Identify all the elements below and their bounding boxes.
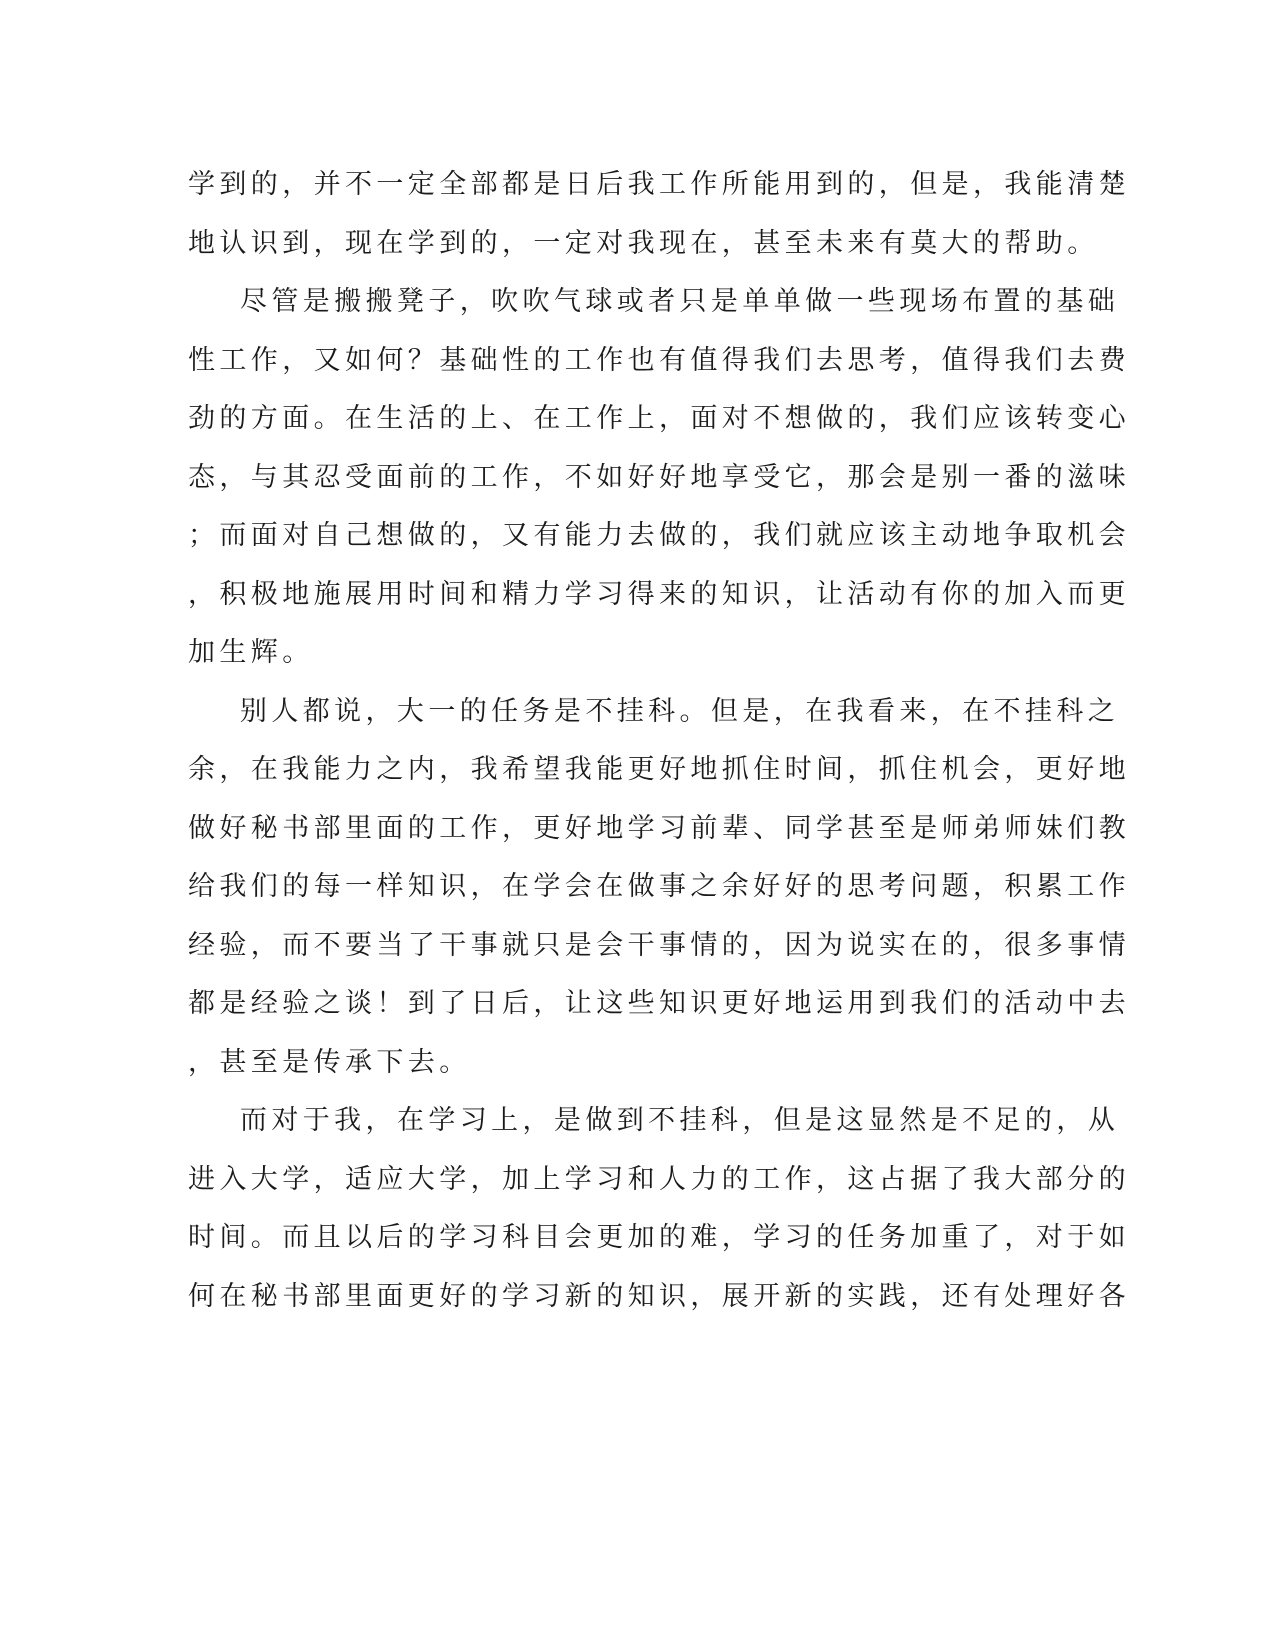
text-line: 进入大学，适应大学，加上学习和人力的工作，这占据了我大部分的 xyxy=(188,1163,1130,1195)
text-line: ，甚至是传承下去。 xyxy=(188,1046,471,1078)
text-line: 劲的方面。在生活的上、在工作上，面对不想做的，我们应该转变心 xyxy=(188,403,1130,434)
text-line: 经验，而不要当了干事就只是会干事情的，因为说实在的，很多事情 xyxy=(188,929,1130,961)
text-line: ；而面对自己想做的，又有能力去做的，我们就应该主动地争取机会 xyxy=(188,520,1130,551)
text-line: 地认识到，现在学到的，一定对我现在，甚至未来有莫大的帮助。 xyxy=(188,227,1099,259)
text-line: 都是经验之谈！到了日后，让这些知识更好地运用到我们的活动中去 xyxy=(188,988,1130,1019)
text-line: 而对于我，在学习上，是做到不挂科，但是这显然是不足的，从 xyxy=(188,1105,1120,1136)
text-line: ，积极地施展用时间和精力学习得来的知识，让活动有你的加入而更 xyxy=(188,578,1130,610)
text-line: 何在秘书部里面更好的学习新的知识，展开新的实践，还有处理好各 xyxy=(188,1280,1130,1312)
text-line: 加生辉。 xyxy=(188,637,314,668)
text-line: 给我们的每一样知识，在学会在做事之余好好的思考问题，积累工作 xyxy=(188,871,1130,902)
text-line: 态，与其忍受面前的工作，不如好好地享受它，那会是别一番的滋味 xyxy=(188,461,1130,493)
text-line: 余，在我能力之内，我希望我能更好地抓住时间，抓住机会，更好地 xyxy=(188,754,1130,785)
document-body xyxy=(188,156,1130,1326)
text-line: 尽管是搬搬凳子，吹吹气球或者只是单单做一些现场布置的基础 xyxy=(188,286,1120,317)
text-line: 性工作，又如何？基础性的工作也有值得我们去思考，值得我们去费 xyxy=(188,344,1130,376)
text-line: 学到的，并不一定全部都是日后我工作所能用到的，但是，我能清楚 xyxy=(188,169,1130,200)
text-line: 做好秘书部里面的工作，更好地学习前辈、同学甚至是师弟师妹们教 xyxy=(188,812,1130,844)
text-line: 别人都说，大一的任务是不挂科。但是，在我看来，在不挂科之 xyxy=(188,695,1120,727)
text-line: 时间。而且以后的学习科目会更加的难，学习的任务加重了，对于如 xyxy=(188,1222,1130,1253)
